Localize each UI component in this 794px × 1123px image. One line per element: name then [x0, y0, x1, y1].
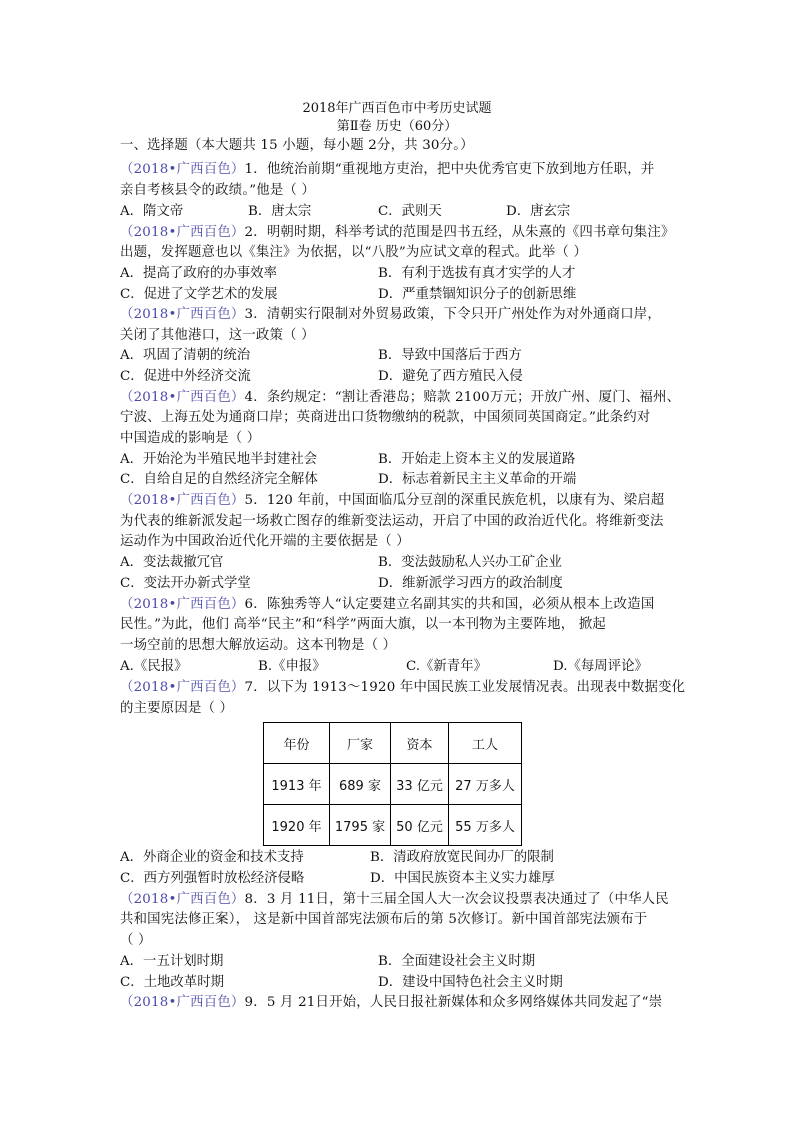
- source-tag: （2018•广西百色）: [120, 892, 245, 907]
- q6-option-d: D.《每周评论》: [553, 659, 648, 674]
- question-3-stem-cont: 关闭了其他港口，这一政策（ ）: [120, 328, 315, 343]
- table-cell: 1913 年: [264, 764, 330, 805]
- q8-option-d: D．建设中国特色社会主义时期: [378, 975, 563, 990]
- q1-option-a: A．隋文帝: [120, 204, 184, 219]
- question-5-stem-cont: 为代表的维新派发起一场救亡图存的维新变法运动，开启了中国的政治近代化。将维新变法: [120, 514, 664, 529]
- question-5-stem: （2018•广西百色）5．120 年前，中国面临瓜分豆剖的深重民族危机，以康有为、梁启超: [120, 493, 665, 508]
- question-2-stem-cont: 出题，发挥题意也以《集注》为依据，以“八股”为应试文章的程式。此举（ ）: [120, 245, 588, 260]
- question-4-stem: （2018•广西百色）4．条约规定：“割让香港岛；赔款 2100万元；开放广州、厦门、福州、: [120, 390, 681, 405]
- section-heading: 一、选择题（本大题共 15 小题，每小题 2分，共 30分。）: [120, 138, 474, 153]
- q6-option-c: C.《新青年》: [406, 659, 487, 674]
- q7-option-a: A．外商企业的资金和技术支持: [120, 850, 304, 865]
- question-4-stem-cont: 宁波、上海五处为通商口岸；英商进出口货物缴纳的税款，中国须同英国商定。”此条约对: [120, 410, 651, 425]
- question-3-stem: （2018•广西百色）3．清朝实行限制对外贸易政策，下令只开广州处作为对外通商口岸，: [120, 307, 661, 322]
- q7-option-b: B．清政府放宽民间办厂的限制: [370, 850, 554, 865]
- table-cell: 50 亿元: [391, 805, 449, 846]
- q2-option-b: B．有利于选拔有真才实学的人才: [378, 266, 576, 281]
- table-header-row: [264, 723, 522, 764]
- source-tag: （2018•广西百色）: [120, 162, 245, 177]
- question-7-stem-cont: 的主要原因是（ ）: [120, 701, 234, 716]
- q2-option-a: A．提高了政府的办事效率: [120, 266, 277, 281]
- source-tag: （2018•广西百色）: [120, 995, 245, 1010]
- source-tag: （2018•广西百色）: [120, 225, 245, 240]
- question-1-stem-cont: 亲自考核县令的政绩。”他是（ ）: [120, 183, 316, 198]
- q3-option-a: A．巩固了清朝的统治: [120, 348, 251, 363]
- question-2-stem: （2018•广西百色）2．明朝时期，科举考试的范围是四书五经，从朱熹的《四书章句集注》: [120, 225, 675, 240]
- source-tag: （2018•广西百色）: [120, 597, 245, 612]
- table-cell: 1920 年: [264, 805, 330, 846]
- source-tag: （2018•广西百色）: [120, 493, 245, 508]
- table-cell: 27 万多人: [449, 764, 522, 805]
- table-row: [264, 764, 522, 805]
- q5-option-d: D．维新派学习西方的政治制度: [378, 576, 563, 591]
- table-header-cell: 厂家: [330, 723, 391, 764]
- q4-option-c: C．自给自足的自然经济完全解体: [120, 472, 318, 487]
- q5-option-b: B．变法鼓励私人兴办工矿企业: [378, 555, 562, 570]
- question-8-stem-cont2: （ ）: [120, 933, 152, 948]
- table-cell: 1795 家: [330, 805, 391, 846]
- exam-title: 2018年广西百色市中考历史试题: [302, 101, 492, 116]
- question-8-stem-cont: 共和国宪法修正案）， 这是新中国首部宪法颁布后的第 5次修订。新中国首部宪法颁布于: [120, 912, 648, 927]
- q3-option-c: C．促进中外经济交流: [120, 369, 251, 384]
- q4-option-b: B．开始走上资本主义的发展道路: [378, 452, 576, 467]
- source-tag: （2018•广西百色）: [120, 680, 245, 695]
- q3-option-d: D．避免了西方殖民入侵: [378, 369, 523, 384]
- question-4-stem-cont2: 中国造成的影响是（ ）: [120, 431, 261, 446]
- source-tag: （2018•广西百色）: [120, 307, 245, 322]
- table-cell: 689 家: [330, 764, 391, 805]
- q2-option-c: C．促进了文学艺术的发展: [120, 287, 278, 302]
- question-9-stem: （2018•广西百色）9．5 月 21日开始，人民日报社新媒体和众多网络媒体共同发起了“崇: [120, 995, 663, 1010]
- q6-option-b: B.《申报》: [258, 659, 326, 674]
- table-header-cell: 工人: [449, 723, 522, 764]
- q1-option-c: C．武则天: [378, 204, 442, 219]
- table-cell: 55 万多人: [449, 805, 522, 846]
- question-6-stem-cont: 民性。”为此，他们 高举“民主”和“科学”两面大旗，以一本刊物为主要阵地， 掀起: [120, 617, 606, 632]
- q5-option-c: C．变法开办新式学堂: [120, 576, 251, 591]
- q2-option-d: D．严重禁锢知识分子的创新思维: [378, 287, 577, 302]
- q4-option-d: D．标志着新民主主义革命的开端: [378, 472, 577, 487]
- question-6-stem: （2018•广西百色）6．陈独秀等人“认定要建立名副其实的共和国，必须从根本上改造国: [120, 597, 655, 612]
- q1-option-b: B．唐太宗: [248, 204, 312, 219]
- table-header-cell: 资本: [391, 723, 449, 764]
- q7-option-d: D．中国民族资本主义实力雄厚: [370, 871, 555, 886]
- q8-option-a: A．一五计划时期: [120, 954, 224, 969]
- q7-option-c: C．西方列强暂时放松经济侵略: [120, 871, 305, 886]
- q4-option-a: A．开始沦为半殖民地半封建社会: [120, 452, 318, 467]
- source-tag: （2018•广西百色）: [120, 390, 245, 405]
- q6-option-a: A.《民报》: [120, 659, 188, 674]
- question-6-stem-cont2: 一场空前的思想大解放运动。这本刊物是（ ）: [120, 638, 397, 653]
- table-row: [264, 805, 522, 846]
- exam-subtitle: 第Ⅱ卷 历史（60分）: [336, 119, 458, 134]
- table-header-cell: 年份: [264, 723, 330, 764]
- question-8-stem: （2018•广西百色）8．3 月 11日，第十三届全国人大一次会议投票表决通过了（中华人民: [120, 892, 669, 907]
- q8-option-c: C．土地改革时期: [120, 975, 224, 990]
- question-1-stem: （2018•广西百色）1．他统治前期“重视地方吏治，把中央优秀官吏下放到地方任职，并: [120, 162, 655, 177]
- q5-option-a: A．变法裁撤冗官: [120, 555, 224, 570]
- table-cell: 33 亿元: [391, 764, 449, 805]
- q1-option-d: D．唐玄宗: [506, 204, 571, 219]
- q8-option-b: B．全面建设社会主义时期: [378, 954, 536, 969]
- q3-option-b: B．导致中国落后于西方: [378, 348, 522, 363]
- question-7-stem: （2018•广西百色）7．以下为 1913～1920 年中国民族工业发展情况表。出现表中数据变化: [120, 680, 686, 695]
- industry-data-table: [263, 722, 522, 846]
- question-5-stem-cont2: 运动作为中国政治近代化开端的主要依据是（ ）: [120, 534, 410, 549]
